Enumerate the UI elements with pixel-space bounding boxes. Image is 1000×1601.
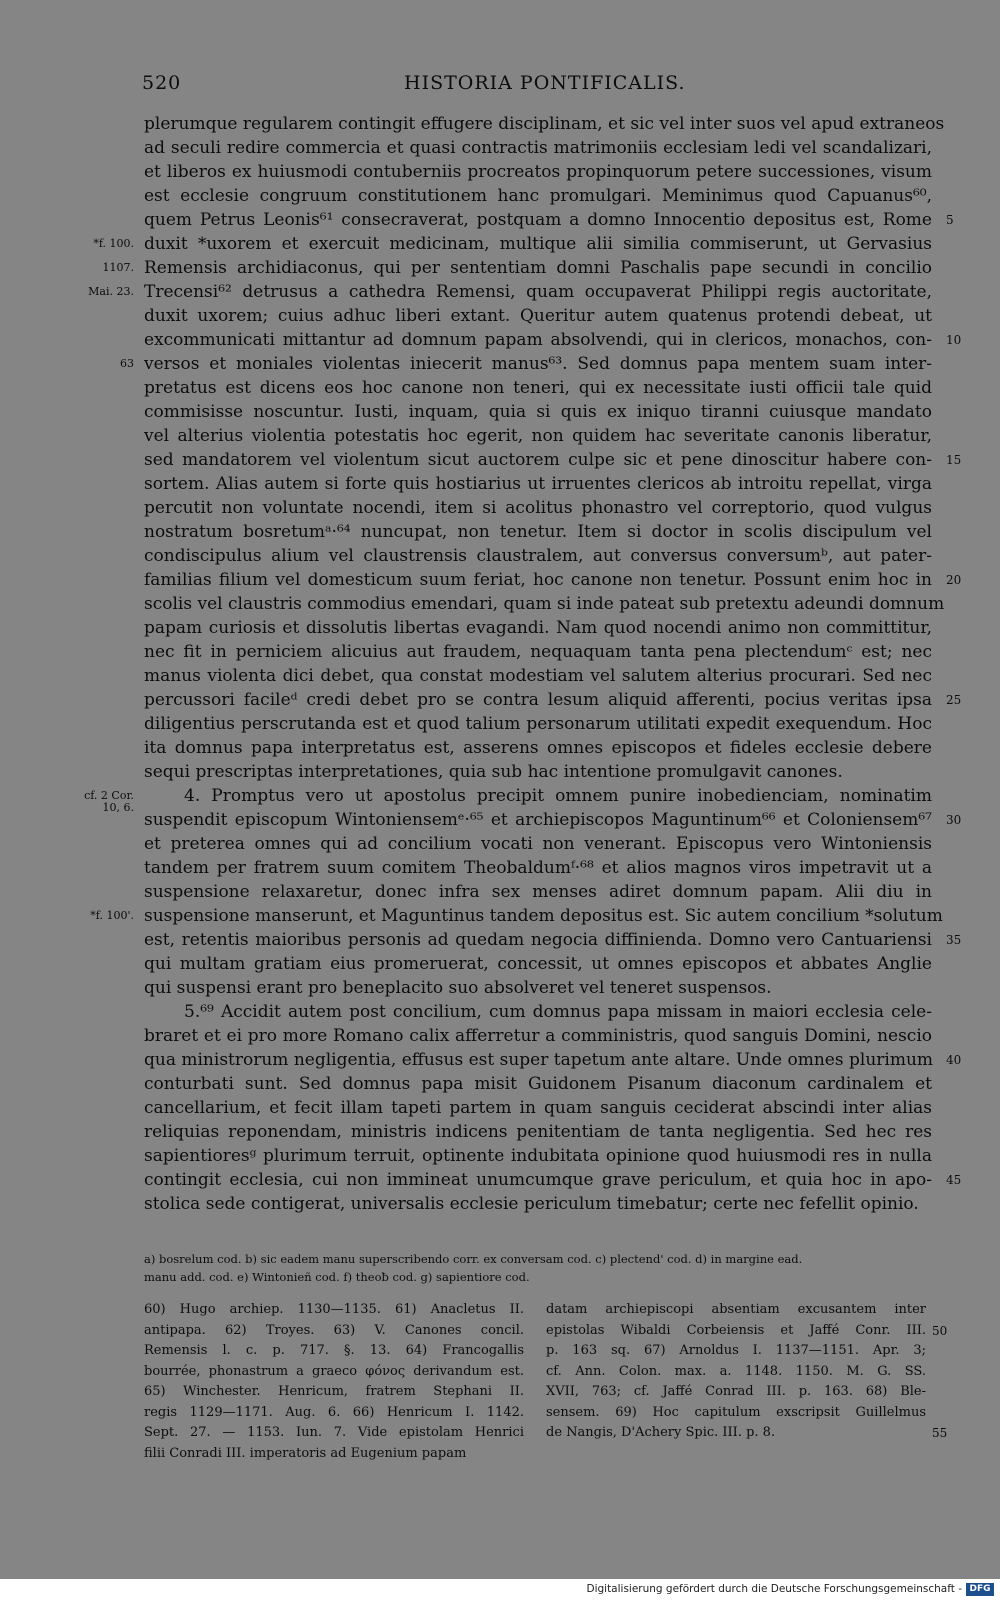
margin-note: *f. 100'. bbox=[90, 909, 134, 922]
line-number: 40 bbox=[946, 1053, 962, 1067]
line-number: 35 bbox=[946, 933, 962, 947]
text-line-content: suspensione relaxaretur, donec infra sex menses adiret domnum papam. Alii diu in bbox=[144, 882, 932, 902]
footnote-line-number: 50 bbox=[932, 1323, 948, 1338]
text-line-content: suspendit episcopum Wintoniensemᵉ·⁶⁵ et archiepiscopos Maguntinum⁶⁶ et Coloniensem⁶⁷ bbox=[144, 810, 932, 830]
text-line bbox=[144, 472, 932, 496]
text-line-content: commisisse noscuntur. Iusti, inquam, quia si quis ex iniquo tiranni cuiusque mandato bbox=[144, 402, 932, 422]
text-line-content: percussori facileᵈ credi debet pro se contra lesum aliquid afferenti, pocius veritas ipsa bbox=[144, 690, 932, 710]
text-line bbox=[144, 784, 932, 808]
text-line-content: percutit non voluntate nocendi, item si acolitus phonastro vel correptorio, quod vulgus bbox=[144, 498, 932, 518]
text-line-content: vel alterius violentia potestatis hoc egerit, non quidem hac severitate canonis liberatur, bbox=[144, 426, 932, 446]
text-line bbox=[144, 256, 932, 280]
footnote-line: sensem. 69) Hoc capitulum exscripsit Guillelmus bbox=[546, 1404, 926, 1420]
text-line-content: duxit uxorem; cuius adhuc liberi extant. Queritur autem quatenus protendi debeat, ut bbox=[144, 306, 932, 326]
text-line-content: sapientioresᵍ plurimum terruit, optinente indubitata opinione quod huiusmodi res in nulla bbox=[144, 1146, 932, 1166]
text-line bbox=[144, 952, 932, 976]
text-line bbox=[144, 160, 932, 184]
footnote-line: XVII, 763; cf. Jaffé Conrad III. p. 163. 68) Ble- bbox=[546, 1384, 926, 1399]
margin-note: 1107. bbox=[102, 261, 134, 274]
text-line bbox=[144, 184, 932, 208]
dfg-logo: DFG bbox=[966, 1583, 994, 1596]
text-line bbox=[144, 232, 932, 256]
footnote-line: p. 163 sq. 67) Arnoldus I. 1137—1151. Apr. 3; bbox=[546, 1343, 926, 1358]
text-line bbox=[144, 976, 932, 1000]
footnote-line: 65) Winchester. Henricum, fratrem Stephani II. bbox=[144, 1384, 524, 1399]
text-line-content: diligentius perscrutanda est et quod talium personarum utilitati expedit exequendum. Hoc bbox=[144, 714, 932, 734]
footnote-line: Remensis l. c. p. 717. §. 13. 64) Francogallis bbox=[144, 1343, 524, 1358]
text-line bbox=[144, 856, 932, 880]
text-line bbox=[144, 736, 932, 760]
text-line bbox=[144, 424, 932, 448]
text-line bbox=[144, 688, 962, 712]
text-line bbox=[144, 712, 932, 736]
text-line bbox=[144, 520, 932, 544]
text-line-content: ita domnus papa interpretatus est, asserens omnes episcopos et fideles ecclesie debere bbox=[144, 738, 932, 758]
footnote-line: de Nangis, D'Achery Spic. III. p. 8. bbox=[546, 1425, 776, 1440]
running-title: HISTORIA PONTIFICALIS. bbox=[404, 72, 686, 94]
footnote-line: 60) Hugo archiep. 1130—1135. 61) Anacletus II. bbox=[144, 1302, 524, 1317]
text-line bbox=[144, 1096, 932, 1120]
text-line-content: quem Petrus Leonis⁶¹ consecraverat, postquam a domno Innocentio depositus est, Rome bbox=[144, 210, 932, 230]
text-line bbox=[144, 496, 932, 520]
text-line-content: condiscipulus alium vel claustrensis claustralem, aut conversus conversumᵇ, aut pater- bbox=[144, 546, 932, 566]
text-line-content: qui suspensi erant pro beneplacito suo absolveret vel teneret suspensos. bbox=[144, 978, 772, 998]
text-line-content: pretatus est dicens eos hoc canone non teneri, qui ex necessitate iusti officii tale quid bbox=[144, 378, 932, 398]
text-line-content: cancellarium, et fecit illam tapeti partem in quam sanguis ceciderat abscindi inter alias bbox=[144, 1098, 932, 1118]
credit-bar bbox=[0, 1579, 1000, 1601]
text-line-content: ad seculi redire commercia et quasi contractis matrimoniis ecclesiam ledi vel scandalizari, bbox=[144, 138, 932, 158]
text-line bbox=[144, 328, 962, 352]
text-line bbox=[144, 1192, 932, 1216]
text-line bbox=[144, 640, 932, 664]
text-line bbox=[144, 136, 932, 160]
page-header bbox=[0, 72, 1000, 100]
margin-note: cf. 2 Cor. bbox=[84, 789, 134, 802]
footnote-line: filii Conradi III. imperatoris ad Eugenium papam bbox=[144, 1445, 467, 1461]
line-number: 5 bbox=[946, 213, 954, 227]
text-line-content: qua ministrorum negligentia, effusus est super tapetum ante altare. Unde omnes plurimum bbox=[144, 1050, 934, 1070]
text-line bbox=[144, 208, 954, 232]
text-line bbox=[144, 1144, 932, 1168]
text-line-content: familias filium vel domesticum suum feriat, hoc canone non tenetur. Possunt enim hoc in bbox=[144, 570, 932, 590]
text-line bbox=[144, 808, 962, 832]
text-line-content: stolica sede contigerat, universalis ecclesie periculum timebatur; certe nec fefellit opinio. bbox=[144, 1194, 919, 1214]
apparatus-line: manu add. cod. e) Wintonieñ cod. f) theoƀ cod. g) sapientiore cod. bbox=[144, 1270, 530, 1284]
text-line bbox=[144, 616, 932, 640]
line-number: 15 bbox=[946, 453, 962, 467]
text-line-content: tandem per fratrem suum comitem Theobaldumᶠ·⁶⁸ et alios magnos viros impetravit ut a bbox=[144, 858, 932, 878]
text-line bbox=[144, 1168, 962, 1192]
text-line-content: reliquias reponendam, ministris indicens penitentiam de tanta negligentia. Sed hec res bbox=[144, 1122, 932, 1142]
text-line bbox=[144, 352, 932, 376]
text-line-content: sed mandatorem vel violentum sicut auctorem culpe sic et pene dinoscitur habere con- bbox=[144, 450, 932, 470]
text-line bbox=[144, 448, 962, 472]
line-number: 30 bbox=[946, 813, 962, 827]
text-line bbox=[144, 760, 932, 784]
text-line bbox=[144, 400, 932, 424]
text-line-content: plerumque regularem contingit effugere disciplinam, et sic vel inter suos vel apud extraneos bbox=[144, 114, 945, 134]
footnote-line: datam archiepiscopi absentiam excusantem inter bbox=[546, 1302, 926, 1317]
text-line bbox=[144, 832, 932, 856]
credit-text: Digitalisierung gefördert durch die Deutsche Forschungsgemeinschaft - bbox=[586, 1583, 962, 1595]
text-line bbox=[144, 664, 932, 688]
text-line-content: est, retentis maioribus personis ad quedam negocia diffinienda. Domno vero Cantuariensi bbox=[144, 930, 932, 950]
footnote-line: cf. Ann. Colon. max. a. 1148. 1150. M. G. SS. bbox=[546, 1363, 926, 1379]
text-line bbox=[144, 1120, 932, 1144]
text-line bbox=[144, 880, 932, 904]
text-line bbox=[144, 1024, 932, 1048]
text-line-content: duxit *uxorem et exercuit medicinam, multique alii similia commiserunt, ut Gervasius bbox=[144, 234, 932, 254]
margin-note: 63 bbox=[120, 357, 134, 370]
footnote-line: epistolas Wibaldi Corbeiensis et Jaffé Conr. III. bbox=[546, 1322, 926, 1338]
text-line-content: suspensione manserunt, et Maguntinus tandem depositus est. Sic autem concilium *solutum bbox=[144, 906, 943, 926]
text-line bbox=[144, 1048, 962, 1072]
footnotes-right-column bbox=[546, 1300, 926, 1444]
footnotes-left-column bbox=[144, 1300, 524, 1464]
text-line-content: scolis vel claustris commodius emendari, quam si inde pateat sub pretextu adeundi domnum bbox=[144, 594, 945, 614]
footnote-line: bourrée, phonastrum a graeco φόνος derivandum est. bbox=[144, 1363, 524, 1379]
line-number: 45 bbox=[946, 1173, 962, 1187]
text-line bbox=[144, 280, 932, 304]
text-line-content: sortem. Alias autem si forte quis hostiarius ut irruentes clericos ab introitu repellat, virga bbox=[144, 474, 932, 494]
critical-apparatus bbox=[144, 1250, 934, 1286]
text-line-content: versos et moniales violentas iniecerit manus⁶³. Sed domnus papa mentem suam inter- bbox=[144, 354, 932, 374]
text-line-content: papam curiosis et dissolutis libertas evagandi. Nam quod nocendi animo non committitur, bbox=[144, 618, 932, 638]
text-line-content: conturbati sunt. Sed domnus papa misit Guidonem Pisanum diaconum cardinalem et bbox=[144, 1074, 932, 1094]
text-line-content: sequi prescriptas interpretationes, quia sub hac intentione promulgavit canones. bbox=[144, 762, 843, 782]
footnote-line: regis 1129—1171. Aug. 6. 66) Henricum I. 1142. bbox=[144, 1404, 524, 1420]
line-number: 25 bbox=[946, 693, 962, 707]
text-line-content: excommunicati mittantur ad domnum papam absolvendi, qui in clericos, monachos, con- bbox=[144, 330, 932, 350]
margin-note: Mai. 23. bbox=[88, 285, 134, 298]
text-line-content: 5.⁶⁹ Accidit autem post concilium, cum domnus papa missam in maiori ecclesia cele- bbox=[184, 1002, 932, 1022]
footnote-line: Sept. 27. — 1153. Iun. 7. Vide epistolam Henrici bbox=[144, 1425, 524, 1440]
text-line bbox=[144, 1072, 932, 1096]
text-line-content: 4. Promptus vero ut apostolus precipit omnem punire inobedienciam, nominatim bbox=[184, 786, 932, 806]
margin-note: *f. 100. bbox=[93, 237, 134, 250]
text-line bbox=[144, 928, 962, 952]
text-line bbox=[144, 1000, 932, 1024]
text-line bbox=[144, 592, 945, 616]
text-line bbox=[144, 568, 962, 592]
footnote-line-number: 55 bbox=[932, 1426, 948, 1440]
main-text-block bbox=[144, 112, 962, 1216]
text-line-content: qui multam gratiam eius promeruerat, concessit, ut omnes episcopos et abbates Anglie bbox=[144, 954, 932, 974]
text-line bbox=[144, 544, 932, 568]
footnote-line: antipapa. 62) Troyes. 63) V. Canones concil. bbox=[144, 1322, 524, 1338]
line-number: 20 bbox=[946, 573, 962, 587]
text-line-content: nostratum bosretumᵃ·⁶⁴ nuncupat, non tenetur. Item si doctor in scolis discipulum vel bbox=[144, 522, 932, 542]
text-line-content: et liberos ex huiusmodi contuberniis procreatos propinquorum petere successiones, visum bbox=[144, 162, 932, 182]
text-line bbox=[144, 376, 932, 400]
margin-note: 10, 6. bbox=[102, 801, 134, 814]
page-number: 520 bbox=[142, 72, 182, 94]
text-line-content: braret et ei pro more Romano calix afferretur a comministris, quod sanguis Domini, nescio bbox=[144, 1026, 932, 1046]
apparatus-line: a) bosrelum cod. b) sic eadem manu superscribendo corr. ex conversam cod. c) plectend' cod. d) in margine ead. bbox=[144, 1252, 803, 1266]
text-line-content: Remensis archidiaconus, qui per sententiam domni Paschalis pape secundi in concilio bbox=[144, 258, 932, 278]
text-line-content: contingit ecclesia, cui non immineat unumcumque grave periculum, et quia hoc in apo- bbox=[144, 1170, 932, 1190]
text-line bbox=[144, 304, 932, 328]
text-line-content: Trecensi⁶² detrusus a cathedra Remensi, quam occupaverat Philippi regis auctoritate, bbox=[144, 282, 932, 302]
text-line-content: nec fit in perniciem alicuius aut fraudem, nequaquam tanta pena plectendumᶜ est; nec bbox=[144, 642, 932, 662]
text-line bbox=[144, 904, 943, 928]
text-line bbox=[144, 112, 945, 136]
line-number: 10 bbox=[946, 333, 962, 347]
text-line-content: est ecclesie congruum constitutionem hanc promulgari. Meminimus quod Capuanus⁶⁰, bbox=[144, 186, 932, 206]
text-line-content: et preterea omnes qui ad concilium vocati non venerant. Episcopus vero Wintoniensis bbox=[144, 834, 932, 854]
text-line-content: manus violenta dici debet, qua constat modestiam vel salutem alterius procurari. Sed nec bbox=[144, 666, 932, 686]
